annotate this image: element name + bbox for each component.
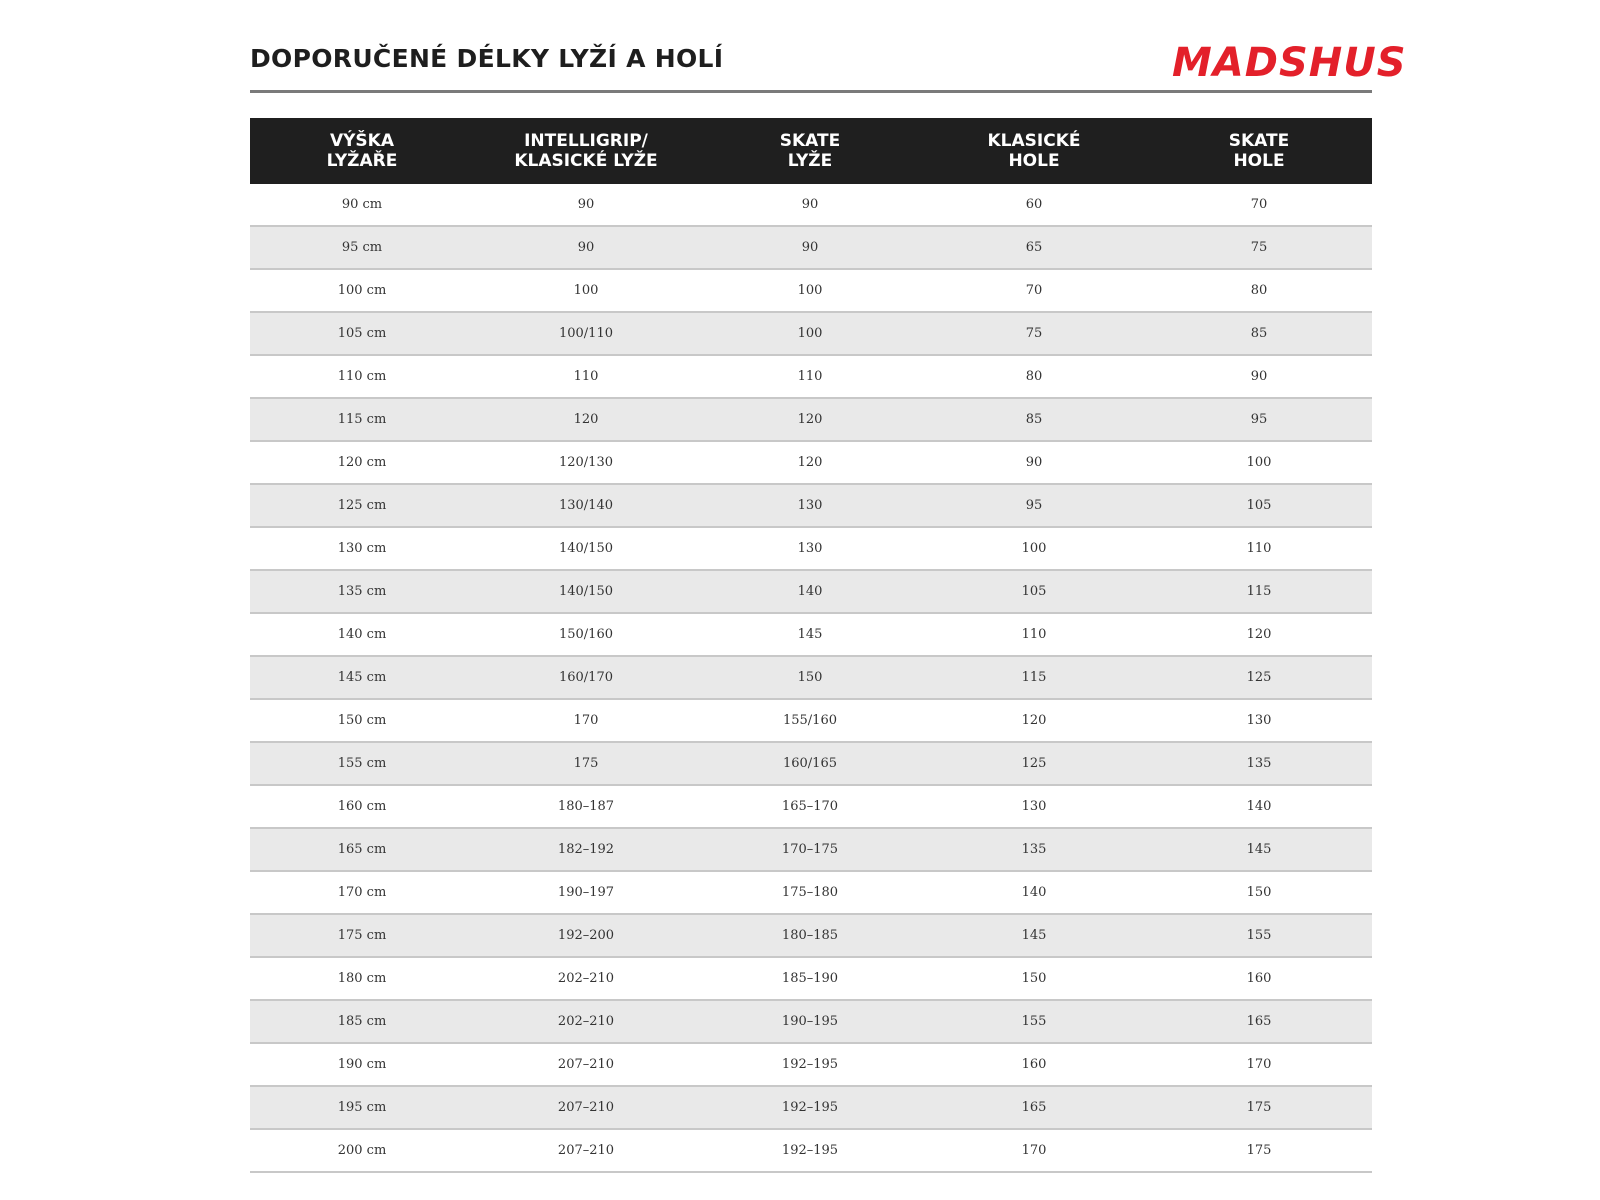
table-row: [250, 269, 1372, 312]
cell-classic-skis: 190–197: [474, 871, 698, 914]
cell-classic-poles: 90: [922, 441, 1146, 484]
cell-skate-poles: 90: [1146, 355, 1372, 398]
table-row: [250, 656, 1372, 699]
cell-skate-poles: 105: [1146, 484, 1372, 527]
cell-skate-skis: 160/165: [698, 742, 922, 785]
table-header: [250, 118, 1372, 184]
cell-skier-height: 115 cm: [250, 398, 474, 441]
header-skate-skis: [698, 118, 922, 184]
cell-skate-skis: 130: [698, 484, 922, 527]
cell-skate-poles: 125: [1146, 656, 1372, 699]
cell-skate-poles: 75: [1146, 226, 1372, 269]
cell-skier-height: 165 cm: [250, 828, 474, 871]
header-line: LYŽAŘE: [326, 151, 398, 171]
cell-classic-skis: 160/170: [474, 656, 698, 699]
cell-skate-poles: 100: [1146, 441, 1372, 484]
cell-skier-height: 195 cm: [250, 1086, 474, 1129]
table-row: [250, 355, 1372, 398]
table-row: [250, 312, 1372, 355]
cell-classic-skis: 150/160: [474, 613, 698, 656]
cell-skate-skis: 155/160: [698, 699, 922, 742]
table-row: [250, 828, 1372, 871]
ski-length-table: [250, 118, 1372, 1173]
cell-skier-height: 190 cm: [250, 1043, 474, 1086]
cell-classic-skis: 192–200: [474, 914, 698, 957]
cell-skier-height: 200 cm: [250, 1129, 474, 1172]
cell-skate-skis: 170–175: [698, 828, 922, 871]
cell-classic-skis: 202–210: [474, 1000, 698, 1043]
cell-skate-skis: 110: [698, 355, 922, 398]
header-skate-poles: [1146, 118, 1372, 184]
cell-skate-skis: 165–170: [698, 785, 922, 828]
table-body: [250, 184, 1372, 1172]
cell-skier-height: 170 cm: [250, 871, 474, 914]
cell-skate-poles: 140: [1146, 785, 1372, 828]
cell-skate-skis: 190–195: [698, 1000, 922, 1043]
cell-skate-poles: 110: [1146, 527, 1372, 570]
cell-skate-poles: 150: [1146, 871, 1372, 914]
cell-skate-skis: 120: [698, 441, 922, 484]
cell-skier-height: 110 cm: [250, 355, 474, 398]
cell-skate-poles: 85: [1146, 312, 1372, 355]
page-title: DOPORUČENÉ DÉLKY LYŽÍ A HOLÍ: [250, 44, 724, 73]
cell-classic-skis: 207–210: [474, 1129, 698, 1172]
table-row: [250, 1043, 1372, 1086]
madshus-logo: [1168, 36, 1407, 86]
cell-classic-poles: 60: [922, 184, 1146, 226]
cell-classic-poles: 165: [922, 1086, 1146, 1129]
cell-skier-height: 130 cm: [250, 527, 474, 570]
cell-skier-height: 135 cm: [250, 570, 474, 613]
cell-skate-skis: 100: [698, 312, 922, 355]
cell-skier-height: 155 cm: [250, 742, 474, 785]
table-row: [250, 871, 1372, 914]
cell-skate-poles: 175: [1146, 1086, 1372, 1129]
cell-skate-skis: 150: [698, 656, 922, 699]
cell-classic-skis: 120: [474, 398, 698, 441]
table-row: [250, 527, 1372, 570]
header-line: KLASICKÉ LYŽE: [514, 151, 658, 171]
table-row: [250, 914, 1372, 957]
cell-skier-height: 180 cm: [250, 957, 474, 1000]
table-row: [250, 1000, 1372, 1043]
cell-classic-skis: 207–210: [474, 1043, 698, 1086]
cell-classic-skis: 182–192: [474, 828, 698, 871]
cell-classic-skis: 140/150: [474, 527, 698, 570]
cell-classic-poles: 140: [922, 871, 1146, 914]
cell-skate-skis: 192–195: [698, 1129, 922, 1172]
cell-skier-height: 160 cm: [250, 785, 474, 828]
table-row: [250, 957, 1372, 1000]
cell-classic-poles: 150: [922, 957, 1146, 1000]
cell-skate-skis: 192–195: [698, 1043, 922, 1086]
cell-skate-poles: 160: [1146, 957, 1372, 1000]
cell-skate-poles: 80: [1146, 269, 1372, 312]
table-header-row: [250, 118, 1372, 184]
cell-skier-height: 150 cm: [250, 699, 474, 742]
cell-classic-skis: 170: [474, 699, 698, 742]
cell-skate-poles: 115: [1146, 570, 1372, 613]
cell-skate-skis: 185–190: [698, 957, 922, 1000]
cell-skate-skis: 90: [698, 226, 922, 269]
cell-skate-poles: 95: [1146, 398, 1372, 441]
cell-classic-poles: 80: [922, 355, 1146, 398]
header-line: HOLE: [1233, 151, 1285, 171]
table-row: [250, 184, 1372, 226]
cell-skate-skis: 100: [698, 269, 922, 312]
cell-classic-skis: 100: [474, 269, 698, 312]
cell-skate-poles: 130: [1146, 699, 1372, 742]
cell-classic-poles: 135: [922, 828, 1146, 871]
header-line: INTELLIGRIP/: [524, 131, 648, 151]
table-row: [250, 1129, 1372, 1172]
cell-skate-skis: 175–180: [698, 871, 922, 914]
cell-skier-height: 185 cm: [250, 1000, 474, 1043]
cell-skate-poles: 135: [1146, 742, 1372, 785]
cell-skate-poles: 145: [1146, 828, 1372, 871]
cell-classic-poles: 130: [922, 785, 1146, 828]
header-line: VÝŠKA: [329, 131, 395, 151]
cell-skier-height: 100 cm: [250, 269, 474, 312]
cell-skate-skis: 90: [698, 184, 922, 226]
header-classic-skis: [474, 118, 698, 184]
cell-skate-poles: 120: [1146, 613, 1372, 656]
cell-classic-skis: 175: [474, 742, 698, 785]
table-row: [250, 398, 1372, 441]
cell-classic-poles: 100: [922, 527, 1146, 570]
cell-classic-poles: 95: [922, 484, 1146, 527]
cell-skate-poles: 170: [1146, 1043, 1372, 1086]
cell-classic-poles: 75: [922, 312, 1146, 355]
table-row: [250, 785, 1372, 828]
cell-skier-height: 145 cm: [250, 656, 474, 699]
cell-skier-height: 90 cm: [250, 184, 474, 226]
header-classic-poles: [922, 118, 1146, 184]
cell-classic-poles: 145: [922, 914, 1146, 957]
table-row: [250, 1086, 1372, 1129]
table-row: [250, 441, 1372, 484]
logo-text: MADSHUS: [1172, 40, 1407, 86]
cell-skate-skis: 140: [698, 570, 922, 613]
cell-classic-skis: 140/150: [474, 570, 698, 613]
cell-classic-poles: 155: [922, 1000, 1146, 1043]
cell-classic-skis: 207–210: [474, 1086, 698, 1129]
table-row: [250, 570, 1372, 613]
header-line: KLASICKÉ: [987, 131, 1081, 151]
cell-classic-skis: 110: [474, 355, 698, 398]
cell-skate-skis: 180–185: [698, 914, 922, 957]
cell-skate-poles: 155: [1146, 914, 1372, 957]
header-line: LYŽE: [787, 151, 833, 171]
cell-classic-skis: 202–210: [474, 957, 698, 1000]
cell-skate-poles: 175: [1146, 1129, 1372, 1172]
cell-skate-skis: 130: [698, 527, 922, 570]
table-row: [250, 613, 1372, 656]
cell-skate-poles: 165: [1146, 1000, 1372, 1043]
cell-classic-poles: 115: [922, 656, 1146, 699]
cell-classic-poles: 70: [922, 269, 1146, 312]
cell-classic-skis: 120/130: [474, 441, 698, 484]
cell-skier-height: 105 cm: [250, 312, 474, 355]
cell-classic-poles: 110: [922, 613, 1146, 656]
cell-skate-poles: 70: [1146, 184, 1372, 226]
cell-classic-poles: 125: [922, 742, 1146, 785]
header-skier-height: [250, 118, 474, 184]
table-row: [250, 484, 1372, 527]
cell-classic-poles: 170: [922, 1129, 1146, 1172]
title-divider: [250, 90, 1372, 93]
header-line: SKATE: [1228, 131, 1290, 151]
cell-classic-poles: 160: [922, 1043, 1146, 1086]
cell-skier-height: 140 cm: [250, 613, 474, 656]
table-row: [250, 742, 1372, 785]
cell-classic-skis: 90: [474, 184, 698, 226]
cell-classic-skis: 130/140: [474, 484, 698, 527]
cell-classic-poles: 65: [922, 226, 1146, 269]
cell-skate-skis: 145: [698, 613, 922, 656]
cell-classic-poles: 120: [922, 699, 1146, 742]
cell-skier-height: 125 cm: [250, 484, 474, 527]
header-line: HOLE: [1008, 151, 1060, 171]
cell-classic-skis: 90: [474, 226, 698, 269]
cell-skate-skis: 120: [698, 398, 922, 441]
cell-skier-height: 120 cm: [250, 441, 474, 484]
table-row: [250, 226, 1372, 269]
table-row: [250, 699, 1372, 742]
cell-classic-poles: 105: [922, 570, 1146, 613]
header-line: SKATE: [779, 131, 841, 151]
cell-classic-skis: 100/110: [474, 312, 698, 355]
cell-classic-poles: 85: [922, 398, 1146, 441]
cell-classic-skis: 180–187: [474, 785, 698, 828]
cell-skier-height: 95 cm: [250, 226, 474, 269]
cell-skier-height: 175 cm: [250, 914, 474, 957]
cell-skate-skis: 192–195: [698, 1086, 922, 1129]
